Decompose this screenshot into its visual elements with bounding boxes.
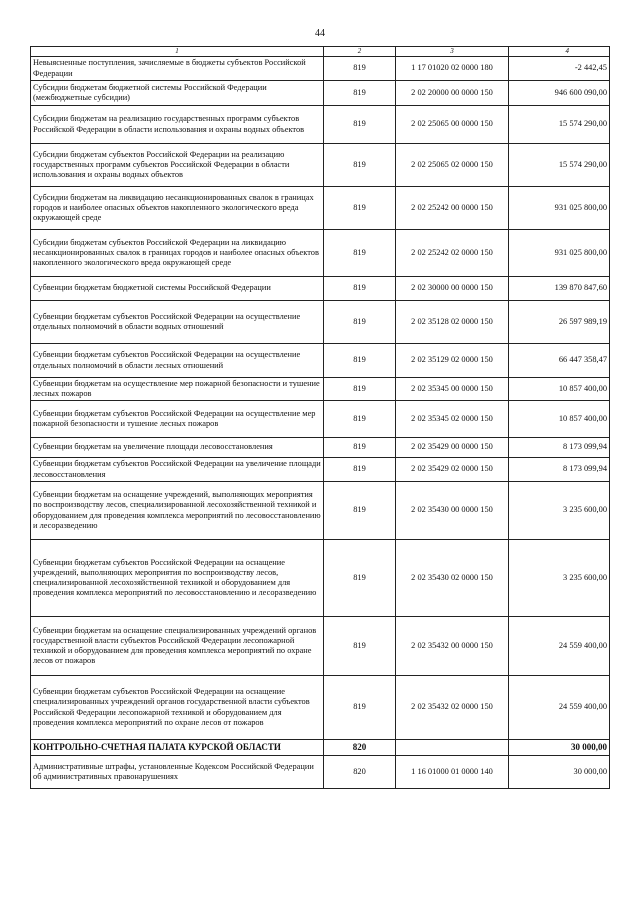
row-amount: 3 235 600,00 <box>509 540 610 617</box>
row-description: Субвенции бюджетам субъектов Российской Федерации на оснащение специализированных учреждений органов государственной власти субъектов Российской Федерации лесопожарной техникой и оборудованием для проведения комплекса мероприятий по охране лесов от пожаров <box>31 676 324 740</box>
row-description: Административные штрафы, установленные Кодексом Российской Федерации об административных правонарушениях <box>31 756 324 789</box>
row-amount: 139 870 847,60 <box>509 277 610 301</box>
column-number: 2 <box>324 47 396 57</box>
row-description: Субвенции бюджетам субъектов Российской Федерации на оснащение учреждений, выполняющих мероприятия по воспроизводству лесов, специализированной лесохозяйственной техникой и оборудованием для проведения комплекса мероприятий по лесовосстановлению и лесоразведению <box>31 540 324 617</box>
row-description: Субвенции бюджетам на осуществление мер пожарной безопасности и тушение лесных пожаров <box>31 378 324 401</box>
row-admin-code: 819 <box>324 81 396 106</box>
row-amount: 3 235 600,00 <box>509 482 610 540</box>
column-number: 4 <box>509 47 610 57</box>
row-amount: 30 000,00 <box>509 740 610 756</box>
table-row <box>31 756 610 789</box>
row-admin-code: 819 <box>324 401 396 438</box>
row-description: Субвенции бюджетам субъектов Российской Федерации на осуществление отдельных полномочий в области лесных отношений <box>31 344 324 378</box>
table-row <box>31 482 610 540</box>
row-budget-code: 2 02 25242 00 0000 150 <box>396 187 509 230</box>
table-row <box>31 540 610 617</box>
row-description: Субсидии бюджетам на реализацию государственных программ субъектов Российской Федерации в области использования и охраны водных объектов <box>31 106 324 144</box>
section-header-row <box>31 740 610 756</box>
budget-revenue-table <box>30 46 610 789</box>
row-description: Субвенции бюджетам бюджетной системы Российской Федерации <box>31 277 324 301</box>
row-description: Субвенции бюджетам на увеличение площади лесовосстановления <box>31 438 324 458</box>
row-admin-code: 819 <box>324 277 396 301</box>
table-row <box>31 277 610 301</box>
table-row <box>31 438 610 458</box>
column-number: 1 <box>31 47 324 57</box>
row-budget-code: 2 02 25065 00 0000 150 <box>396 106 509 144</box>
row-budget-code <box>396 740 509 756</box>
row-admin-code: 819 <box>324 144 396 187</box>
row-amount: 10 857 400,00 <box>509 401 610 438</box>
row-amount: 26 597 989,19 <box>509 301 610 344</box>
row-admin-code: 819 <box>324 106 396 144</box>
row-admin-code: 820 <box>324 740 396 756</box>
row-description: Субвенции бюджетам субъектов Российской Федерации на осуществление отдельных полномочий в области водных отношений <box>31 301 324 344</box>
table-row <box>31 378 610 401</box>
row-amount: 15 574 290,00 <box>509 106 610 144</box>
section-title: КОНТРОЛЬНО-СЧЕТНАЯ ПАЛАТА КУРСКОЙ ОБЛАСТИ <box>31 740 324 756</box>
row-admin-code: 819 <box>324 187 396 230</box>
row-admin-code: 819 <box>324 438 396 458</box>
row-budget-code: 2 02 35128 02 0000 150 <box>396 301 509 344</box>
row-admin-code: 819 <box>324 301 396 344</box>
page-number: 44 <box>315 28 325 39</box>
row-budget-code: 2 02 35432 00 0000 150 <box>396 617 509 676</box>
row-amount: 931 025 800,00 <box>509 187 610 230</box>
row-budget-code: 2 02 30000 00 0000 150 <box>396 277 509 301</box>
table-row <box>31 676 610 740</box>
row-amount: 10 857 400,00 <box>509 378 610 401</box>
row-description: Субсидии бюджетам на ликвидацию несанкционированных свалок в границах городов и наиболее опасных объектов накопленного экологического вреда окружающей среде <box>31 187 324 230</box>
row-amount: 946 600 090,00 <box>509 81 610 106</box>
row-description: Субвенции бюджетам субъектов Российской Федерации на увеличение площади лесовосстановления <box>31 458 324 482</box>
row-description: Субвенции бюджетам на оснащение специализированных учреждений органов государственной власти субъектов Российской Федерации лесопожарной техникой и оборудованием для проведения комплекса мероприятий по охране лесов от пожаров <box>31 617 324 676</box>
row-admin-code: 820 <box>324 756 396 789</box>
row-amount: 24 559 400,00 <box>509 676 610 740</box>
row-budget-code: 2 02 25065 02 0000 150 <box>396 144 509 187</box>
table-row <box>31 401 610 438</box>
row-admin-code: 819 <box>324 378 396 401</box>
row-amount: 15 574 290,00 <box>509 144 610 187</box>
row-admin-code: 819 <box>324 344 396 378</box>
table-row <box>31 344 610 378</box>
row-budget-code: 2 02 35429 02 0000 150 <box>396 458 509 482</box>
table-row <box>31 617 610 676</box>
column-number: 3 <box>396 47 509 57</box>
row-amount: -2 442,45 <box>509 57 610 81</box>
row-budget-code: 2 02 25242 02 0000 150 <box>396 230 509 277</box>
row-budget-code: 2 02 20000 00 0000 150 <box>396 81 509 106</box>
table-row <box>31 187 610 230</box>
row-budget-code: 2 02 35345 02 0000 150 <box>396 401 509 438</box>
row-budget-code: 2 02 35429 00 0000 150 <box>396 438 509 458</box>
row-description: Субсидии бюджетам субъектов Российской Федерации на ликвидацию несанкционированных свалок в границах городов и наиболее опасных объектов накопленного экологического вреда окружающей среде <box>31 230 324 277</box>
row-budget-code: 2 02 35432 02 0000 150 <box>396 676 509 740</box>
table-row <box>31 106 610 144</box>
row-amount: 8 173 099,94 <box>509 438 610 458</box>
row-admin-code: 819 <box>324 540 396 617</box>
row-description: Невыясненные поступления, зачисляемые в бюджеты субъектов Российской Федерации <box>31 57 324 81</box>
table-row <box>31 144 610 187</box>
row-admin-code: 819 <box>324 676 396 740</box>
row-amount: 30 000,00 <box>509 756 610 789</box>
table-row <box>31 57 610 81</box>
row-budget-code: 2 02 35345 00 0000 150 <box>396 378 509 401</box>
row-budget-code: 2 02 35430 02 0000 150 <box>396 540 509 617</box>
row-budget-code: 2 02 35129 02 0000 150 <box>396 344 509 378</box>
row-description: Субвенции бюджетам на оснащение учреждений, выполняющих мероприятия по воспроизводству лесов, специализированной лесохозяйственной техникой и оборудованием для проведения комплекса мероприятий по лесовосстановлению и лесоразведению <box>31 482 324 540</box>
row-amount: 931 025 800,00 <box>509 230 610 277</box>
row-admin-code: 819 <box>324 230 396 277</box>
row-budget-code: 1 17 01020 02 0000 180 <box>396 57 509 81</box>
row-admin-code: 819 <box>324 57 396 81</box>
row-admin-code: 819 <box>324 482 396 540</box>
row-admin-code: 819 <box>324 458 396 482</box>
table-row <box>31 81 610 106</box>
column-number-row <box>31 47 610 57</box>
table-row <box>31 458 610 482</box>
row-description: Субсидии бюджетам бюджетной системы Российской Федерации (межбюджетные субсидии) <box>31 81 324 106</box>
row-budget-code: 1 16 01000 01 0000 140 <box>396 756 509 789</box>
row-amount: 66 447 358,47 <box>509 344 610 378</box>
row-description: Субсидии бюджетам субъектов Российской Федерации на реализацию государственных программ субъектов Российской Федерации в области использования и охраны водных объектов <box>31 144 324 187</box>
table-row <box>31 230 610 277</box>
row-budget-code: 2 02 35430 00 0000 150 <box>396 482 509 540</box>
row-amount: 24 559 400,00 <box>509 617 610 676</box>
row-amount: 8 173 099,94 <box>509 458 610 482</box>
table-row <box>31 301 610 344</box>
row-description: Субвенции бюджетам субъектов Российской Федерации на осуществление мер пожарной безопасности и тушение лесных пожаров <box>31 401 324 438</box>
row-admin-code: 819 <box>324 617 396 676</box>
